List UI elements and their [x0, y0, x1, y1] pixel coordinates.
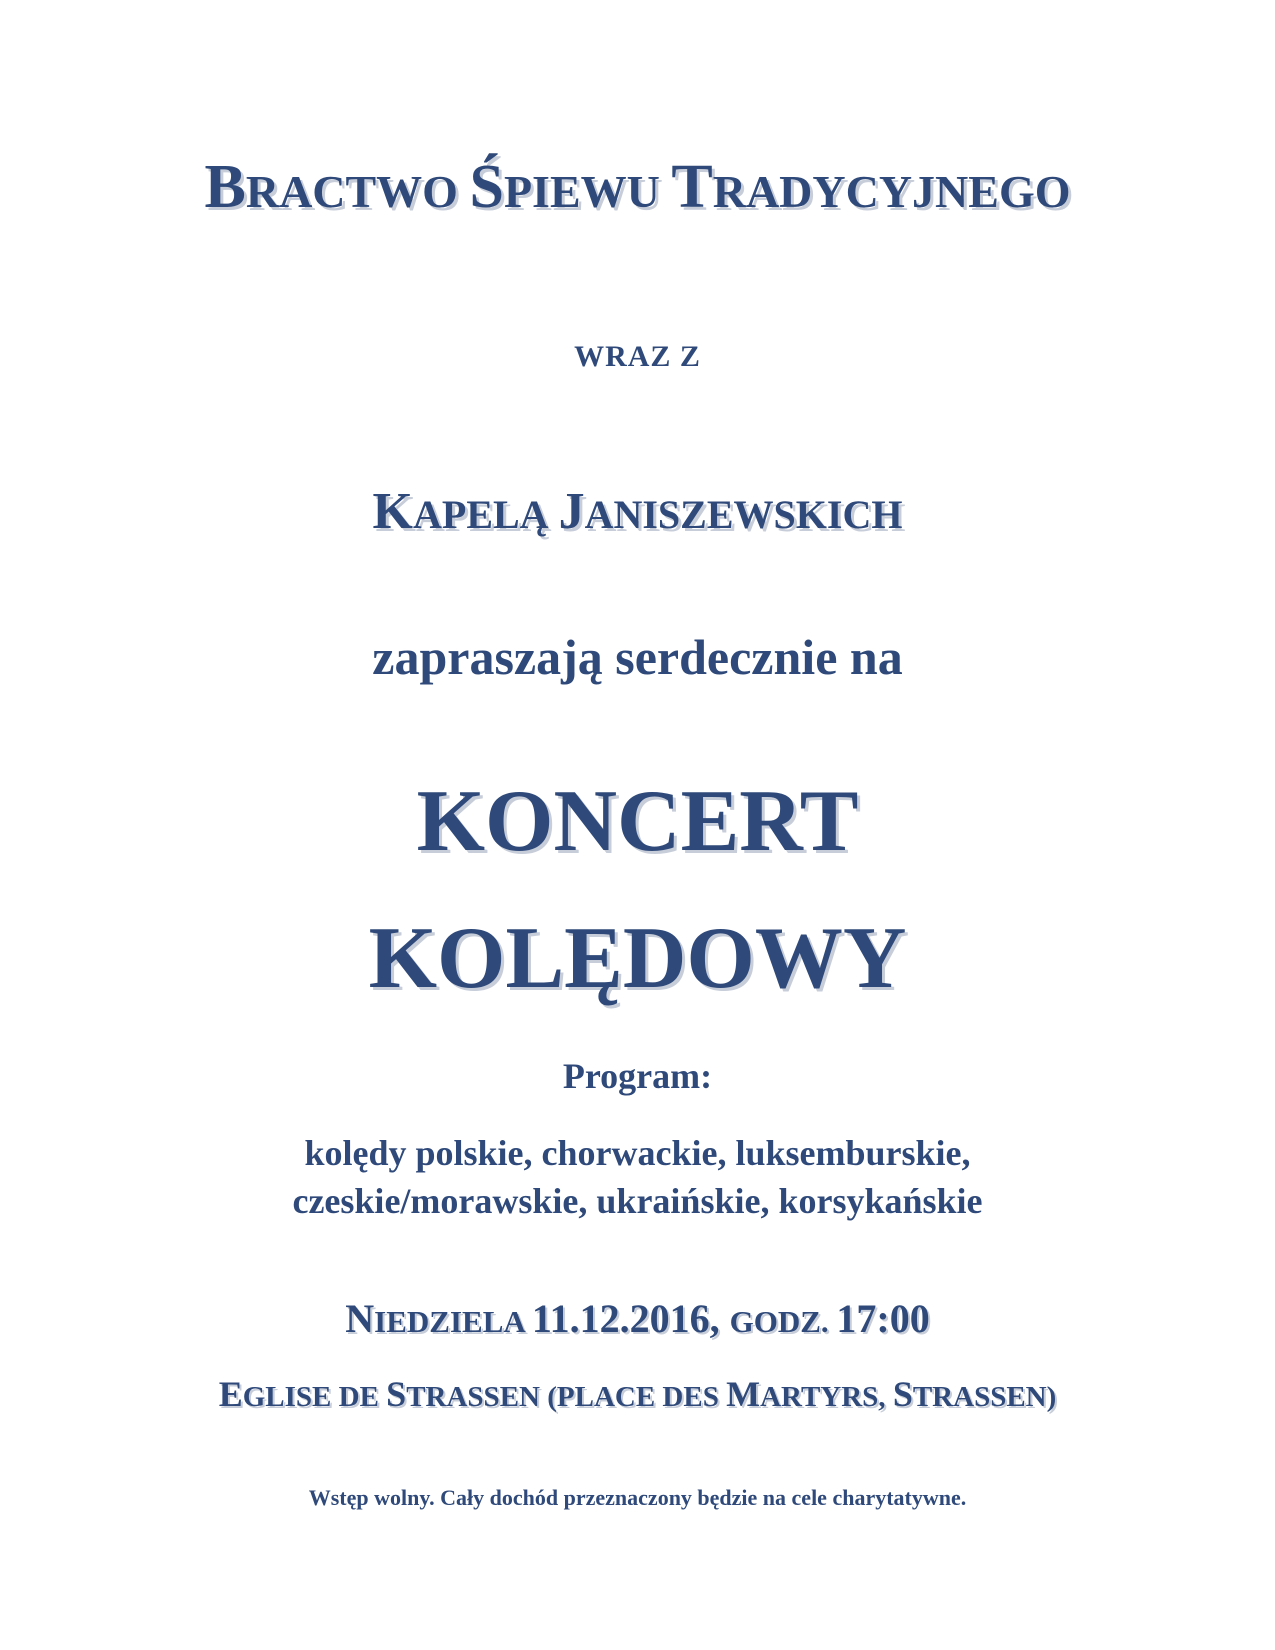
- concert-title-line2: KOLĘDOWY: [368, 910, 907, 1007]
- event-date: [0, 1295, 1275, 1342]
- day-rest: IEDZIELA: [374, 1304, 532, 1339]
- band-word1-rest: APELĄ: [413, 492, 559, 537]
- time-label: GODZ.: [729, 1304, 837, 1339]
- invitation-text: zapraszają serdecznie na: [372, 629, 903, 685]
- place-m-rest: ARTYRS,: [760, 1381, 893, 1413]
- with-text: WRAZ Z: [574, 340, 701, 373]
- place-e-rest: GLISE DE: [242, 1381, 387, 1413]
- event-location: [0, 1373, 1275, 1415]
- program-line1: kolędy polskie, chorwackie, luksemburskie,: [304, 1133, 971, 1173]
- band-word1-initial: K: [372, 483, 413, 540]
- place-s2-initial: S: [892, 1374, 913, 1414]
- band-name: [0, 482, 1275, 541]
- day-initial: N: [345, 1296, 375, 1341]
- date-value: 11.12.2016,: [531, 1296, 730, 1341]
- program-line2: czeskie/morawskie, ukraińskie, korsykańskie: [292, 1181, 983, 1221]
- concert-title-line1: KONCERT: [416, 773, 859, 870]
- organizer-word2-rest: PIEWU: [503, 166, 672, 217]
- organizer-word1-initial: B: [204, 153, 246, 221]
- organizer-word2-initial: Ś: [469, 153, 504, 221]
- organizer-word3-initial: T: [671, 153, 713, 221]
- organizer-word1-rest: RACTWO: [245, 166, 470, 217]
- organizer-name: [0, 152, 1275, 223]
- organizer-word3-rest: RADYCYJNEGO: [712, 166, 1071, 217]
- time-value: 17:00: [836, 1296, 930, 1341]
- band-word2-initial: J: [558, 483, 585, 540]
- place-s-rest: TRASSEN (PLACE DES: [406, 1381, 727, 1413]
- place-e-initial: E: [218, 1374, 243, 1414]
- place-s-initial: S: [386, 1374, 407, 1414]
- place-m-initial: M: [726, 1374, 761, 1414]
- footer-note: Wstęp wolny. Cały dochód przeznaczony będzie na cele charytatywne.: [308, 1485, 967, 1510]
- band-word2-rest: ANISZEWSKICH: [584, 492, 903, 537]
- program-heading: Program:: [562, 1056, 713, 1096]
- place-s2-rest: TRASSEN): [912, 1381, 1057, 1413]
